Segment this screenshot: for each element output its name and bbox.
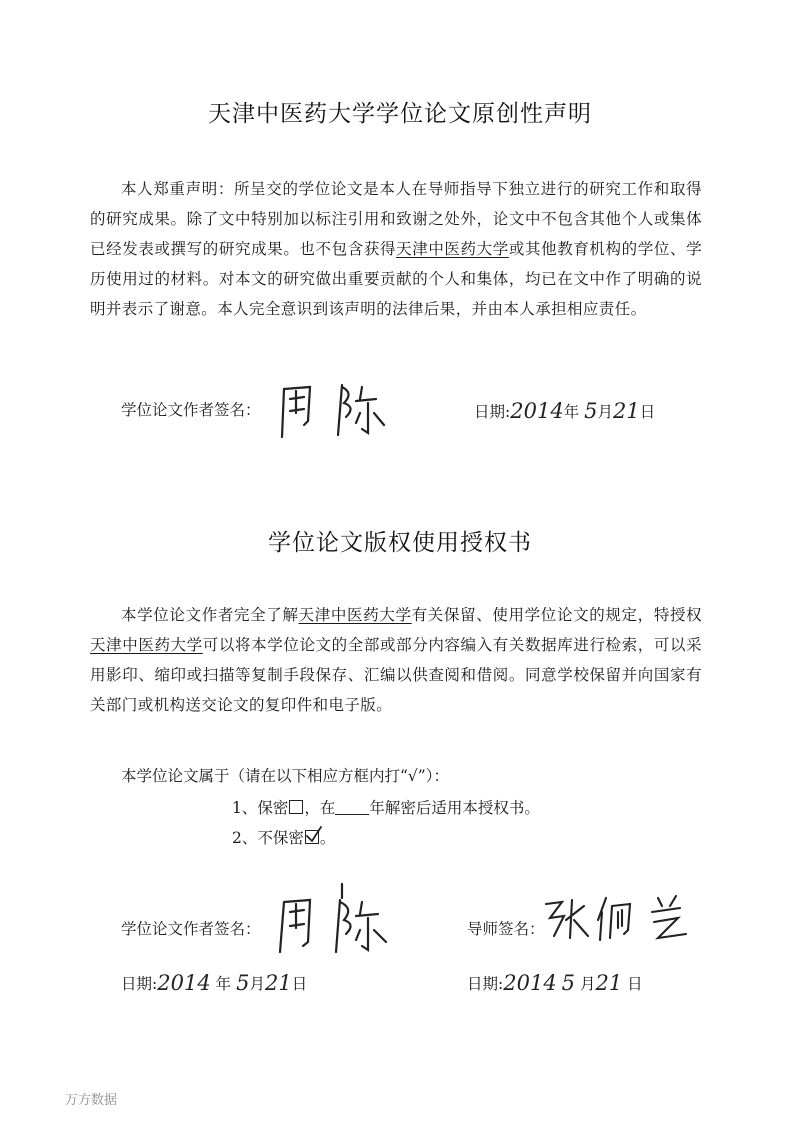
option-confidential-rest: 年解密后适用本授权书。 <box>369 799 540 817</box>
advisor-signature <box>540 890 700 950</box>
declaration-author-signature <box>272 377 402 443</box>
signature-image <box>540 890 700 950</box>
advisor-date-year: 2014 <box>503 971 557 995</box>
signature-image <box>272 377 402 443</box>
authorization-text-b: 有关保留、使用学位论文的规定，特授权 <box>411 606 703 624</box>
option-not-confidential-end: 。 <box>319 829 336 847</box>
author-date-label: 日期: <box>121 975 158 993</box>
author-date-day: 21 <box>264 971 292 995</box>
option-not-confidential-label: 2、不保密 <box>232 829 304 847</box>
authorization-paragraph <box>90 600 702 720</box>
authorization-title: 学位论文版权使用授权书 <box>268 530 532 556</box>
advisor-date-month: 5 <box>561 971 575 995</box>
advisor-date-day: 21 <box>595 971 623 995</box>
declaration-text-b: 或其他教育机构的学位、学历使用过的材料。对本文的研究做出重要贡献的个人和集体，均已在文中作了明确的说明并表示了谢意。本人完全意识到该声明的法律后果，并由本人承担相应责任。 <box>90 240 702 318</box>
declaration-title: 天津中医药大学学位论文原创性声明 <box>208 101 592 127</box>
advisor-label: 导师签名： <box>467 920 545 938</box>
author-date-year: 2014 <box>157 971 211 995</box>
declaration-day-char: 日 <box>639 403 656 421</box>
confidential-checkbox[interactable] <box>289 800 303 814</box>
declaration-date-month: 5 <box>584 399 598 423</box>
authorization-text-a: 本学位论文作者完全了解 <box>121 606 299 624</box>
author-month-char: 月 <box>249 975 265 993</box>
authorization-author-signature <box>270 880 400 960</box>
authorization-university-2: 天津中医药大学 <box>90 636 203 654</box>
advisor-day-char: 日 <box>627 975 643 993</box>
declaration-date <box>474 398 655 422</box>
years-blank[interactable] <box>335 800 369 815</box>
authorization-author-label: 学位论文作者签名： <box>121 920 261 938</box>
authorization-author-date <box>121 970 307 994</box>
author-year-char: 年 <box>215 975 232 993</box>
not-confidential-checkbox[interactable] <box>305 830 319 844</box>
option-confidential-in: ，在 <box>304 799 336 817</box>
authorization-text-c: 可以将本学位论文的全部或部分内容编入有关数据库进行检索，可以采用影印、缩印或扫描等复制手段保存、汇编以供查阅和借阅。同意学校保留并向国家有关部门或机构送交论文的复印件和电子版。 <box>90 636 702 714</box>
declaration-month-char: 月 <box>597 403 614 421</box>
declaration-date-year: 2014 <box>510 399 564 423</box>
watermark: 万方数据 <box>65 1093 118 1108</box>
declaration-paragraph <box>90 174 702 324</box>
option-confidential <box>232 796 540 818</box>
advisor-month-char: 月 <box>579 975 596 993</box>
declaration-author-label: 学位论文作者签名： <box>121 401 261 419</box>
declaration-university: 天津中医药大学 <box>396 240 509 258</box>
checkmark-icon <box>305 826 323 844</box>
option-confidential-label: 1、保密 <box>232 799 289 817</box>
option-not-confidential <box>232 826 335 848</box>
belongs-text: 本学位论文属于（请在以下相应方框内打“√”）： <box>121 767 449 785</box>
signature-image <box>270 880 400 960</box>
advisor-date <box>467 970 643 994</box>
declaration-text-a: 本人郑重声明：所呈交的学位论文是本人在导师指导下独立进行的研究工作和取得的研究成果。除了文中特别加以标注引用和致谢之处外，论文中不包含其他个人或集体已经发表或撰写的研究成果。也不包含获得 <box>90 180 702 258</box>
author-date-month: 5 <box>236 971 250 995</box>
author-day-char: 日 <box>291 975 308 993</box>
authorization-university-1: 天津中医药大学 <box>298 606 412 624</box>
advisor-date-label: 日期: <box>467 975 504 993</box>
declaration-year-char: 年 <box>563 403 580 421</box>
declaration-date-day: 21 <box>613 399 640 423</box>
declaration-date-label: 日期: <box>474 403 511 421</box>
